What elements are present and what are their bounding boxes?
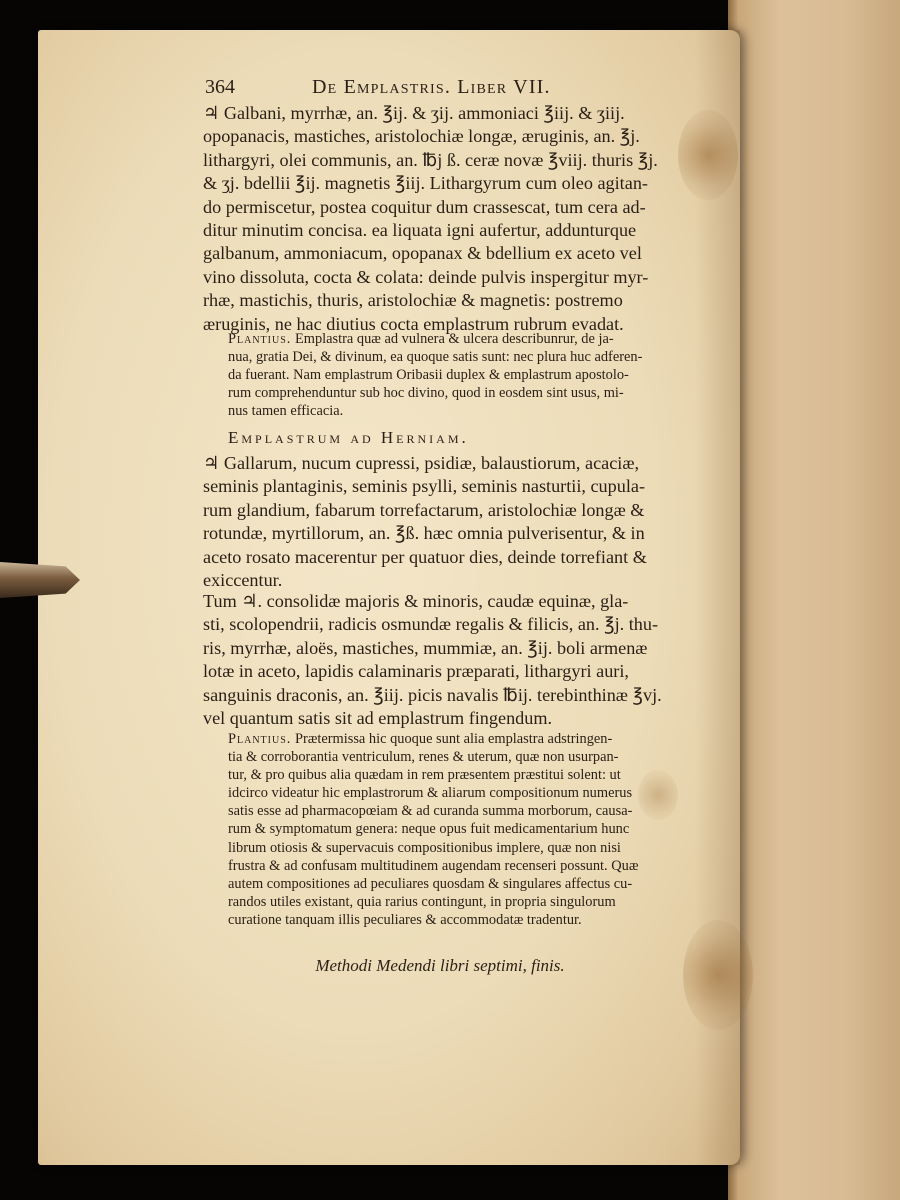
note-author: Plantius. [228,731,292,747]
note-author: Plantius. [228,331,292,347]
running-title: De Emplastris. Liber VII. [312,76,551,98]
section-heading: Emplastrum ad Herniam. [228,428,469,447]
running-header [205,76,625,100]
note-text: Prætermissa hic quoque sunt alia emplastra adstringen- tia & corroborantia ventriculum, renes & uterum, quæ non usurpan- tur, & pro quibus alia quædam in rem præsentem præstitui solent: ut idcirco videatur hic emplastrorum & aliarum compositionum numerus satis esse ad pharmacopœiam & ad curanda summa morborum, causa- rum & symptomatum genera: neque opus fuit medicamentarium hunc librum otiosis & supervacuis compositionibus implere, quæ non nisi frustra & ad confusam multitudinem augendam recenseri possunt. Quæ autem compositiones ad peculiares quosdam & singulares affectus cu- randos utiles existant, quia rarius contingunt, in propria singulorum curatione tanquam illis peculiares & accommodatæ tradentur. [228,731,639,928]
plantius-note-1 [228,330,718,420]
recipe-paragraph-3: Tum ♃. consolidæ majoris & minoris, caudæ equinæ, gla- sti, scolopendrii, radicis osmundæ regalis & filicis, an. ℥j. thu- ris, myrrhæ, aloës, mastiches, mummiæ, an. ℥ij. boli armenæ lotæ in aceto, lapidis calaminaris præparati, lithargyri auri, sanguinis draconis, an. ℥iij. picis navalis ℔ij. terebinthinæ ℥vj. vel quantum satis sit ad emplastrum fingendum. [203,591,662,729]
colophon: Methodi Medendi libri septimi, finis. [315,956,565,975]
plantius-note-2 [228,730,718,929]
recipe-paragraph-1: ♃ Galbani, myrrhæ, an. ℥ij. & ʒij. ammoniaci ℥iij. & ʒiij. opopanacis, mastiches, aristolochiæ longæ, æruginis, an. ℥j. lithargyri, olei communis, an. ℔j ß. ceræ novæ ℥viij. thuris ℥j. & ʒj. bdellii ℥ij. magnetis ℥iij. Lithargyrum cum oleo agitan- do permiscetur, postea coquitur dum crassescat, tum cera ad- ditur minutim concisa. ea liquata igni aufertur, addunturque galbanum, ammoniacum, opopanax & bdellium ex aceto vel vino dissoluta, cocta & colata: deinde pulvis inspergitur myr- rhæ, mastichis, thuris, aristolochiæ & magnetis: postremo æruginis, ne hac diutius cocta emplastrum rubrum evadat. [203,103,658,334]
recipe-paragraph-2: ♃ Gallarum, nucum cupressi, psidiæ, balaustiorum, acaciæ, seminis plantaginis, seminis psylli, seminis nasturtii, cupula- rum glandium, fabarum torrefactarum, aristolochiæ longæ & rotundæ, myrtillorum, an. ℥ß. hæc omnia pulverisentur, & in aceto rosato macerentur per quatuor dies, deinde torrefiant & exiccentur. [203,453,647,591]
page-number: 364 [205,76,235,98]
note-text: Emplastra quæ ad vulnera & ulcera describunrur, de ja- nua, gratia Dei, & divinum, ea quoque satis sunt: nec plura huc adferen- da fuerant. Nam emplastrum Oribasii duplex & emplastrum apostolo- rum comprehenduntur sub hoc divino, quod in eosdem sint usus, mi- nus tamen efficacia. [228,331,643,420]
